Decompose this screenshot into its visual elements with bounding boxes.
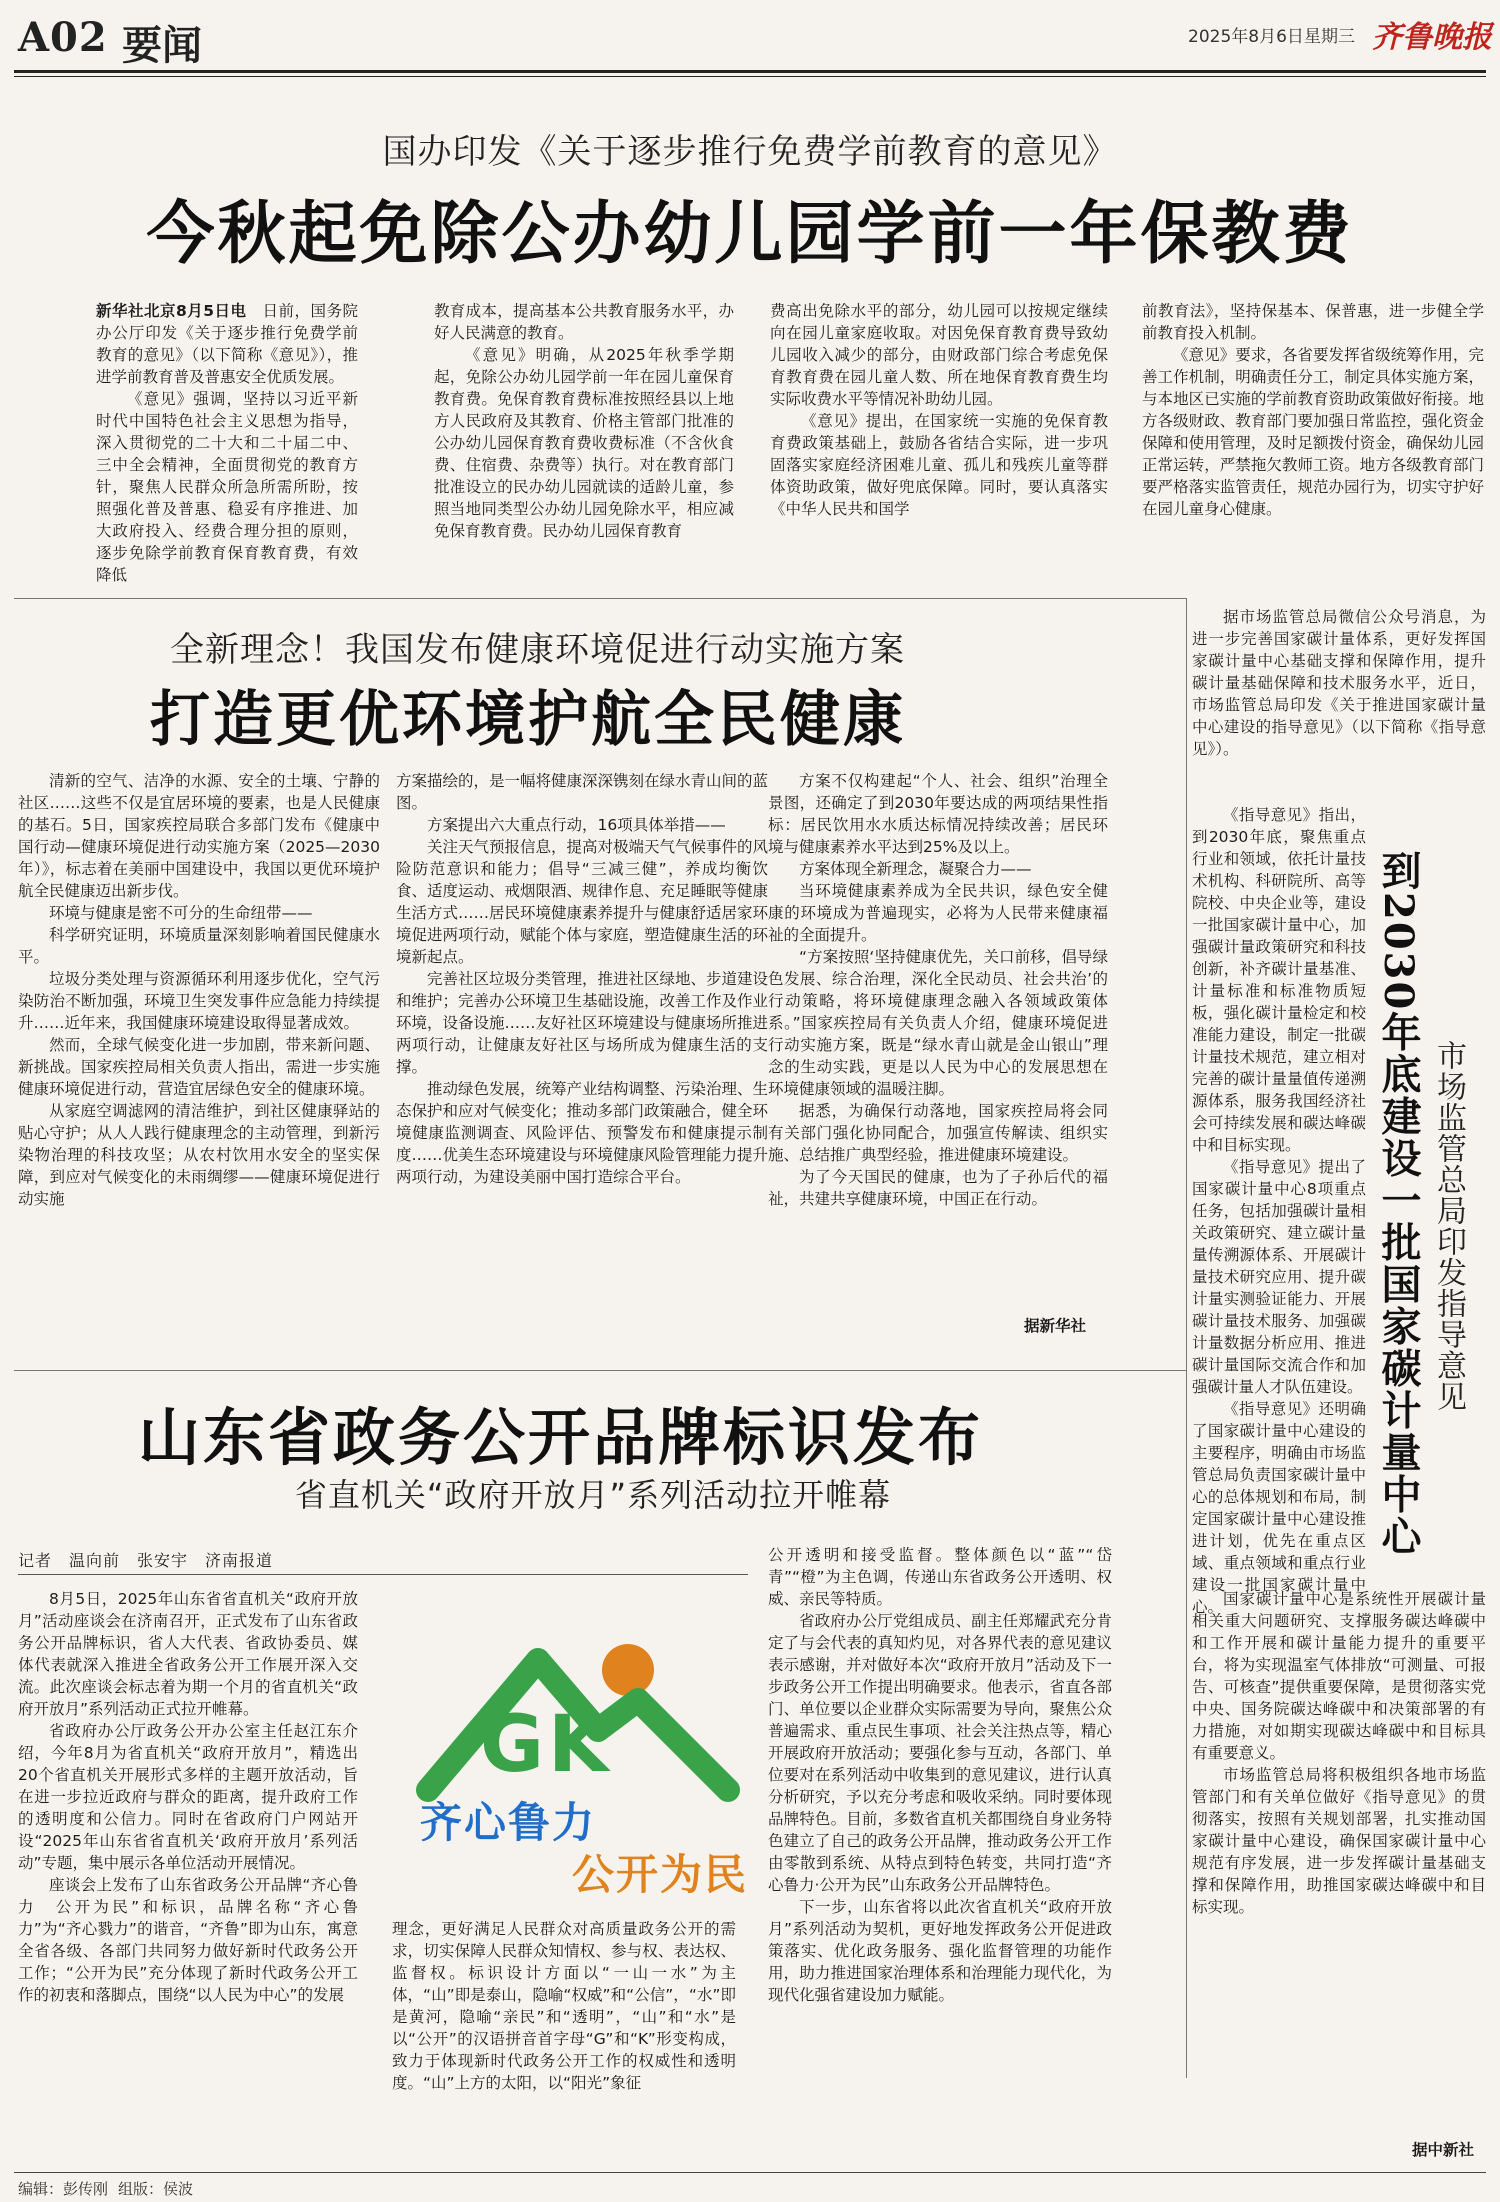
story1-col1-p1: 日前，国务院办公厅印发《关于逐步推行免费学前教育的意见》（以下简称《意见》），推进学前教育普及普惠安全优质发展。 (96, 302, 358, 386)
story2-column-2 (396, 770, 768, 1338)
page-number: A02 (18, 14, 108, 61)
story3-column-3 (768, 1544, 1112, 2154)
story1-column-1 (96, 300, 358, 584)
story4-vertical-headline: 到2030年底建设一批国家碳计量中心 (1375, 850, 1422, 1558)
sun-icon (602, 1644, 654, 1696)
story3-headline: 山东省政务公开品牌标识发布 (138, 1401, 984, 1474)
story4-intro-text: 据市场监管总局微信公众号消息，为进一步完善国家碳计量体系，更好发挥国家碳计量中心基础支撑和保障作用，提升碳计量基础保障和技术服务水平，近日，市场监管总局印发《关于推进国家碳计量中心建设的指导意见》（以下简称《指导意见》）。 (1192, 608, 1486, 758)
story1-col1-p2: 《意见》强调，坚持以习近平新时代中国特色社会主义思想为指导，深入贯彻党的二十大和二十届二中、三中全会精神，全面贯彻党的教育方针，聚焦人民群众所急所需所盼，按照强化普及普惠、稳妥有序推进、加大政府投入、经费合理分担的原则，逐步免除学前教育保育教育费，有效降低 (96, 390, 358, 584)
story2-col2-p4: 完善社区垃圾分类管理，推进社区绿地、步道建设和维护；完善办公环境卫生基础设施，改善工作及作业环境，设备设施……友好社区环境建设与健康场所推进两项行动，让健康友好社区与场所成为健康生活的支撑。 (396, 970, 769, 1076)
story2-col2-p2: 方案提出六大重点行动，16项具体举措—— (427, 816, 726, 834)
story2-column-1 (18, 770, 380, 1338)
story1-col2-p1: 教育成本，提高基本公共教育服务水平，办好人民满意的教育。 (434, 302, 734, 342)
story1-col2-p2: 《意见》明确，从2025年秋季学期起，免除公办幼儿园学前一年在园儿童保育教育费。免保育教育费标准按照经县以上地方人民政府及其教育、价格主管部门批准的公办幼儿园保育教育费收费标准（不含伙食费、住宿费、杂费等）执行。对在教育部门批准设立的民办幼儿园就读的适龄儿童，参照当地同类型公办幼儿园免除水平，相应减免保育教育费。民办幼儿园保育教育 (434, 346, 734, 540)
story2-col1-p2: 环境与健康是密不可分的生命纽带—— (49, 904, 313, 922)
story2-col2-p1: 方案描绘的，是一幅将健康深深镌刻在绿水青山间的蓝图。 (396, 772, 769, 812)
story2-col1-p4: 垃圾分类处理与资源循环利用逐步优化，空气污染防治不断加强，环境卫生突发事件应急能力持续提升……近年来，我国健康环境建设取得显著成效。 (18, 970, 380, 1032)
story3-col3-p1: 公开透明和接受监督。整体颜色以“蓝”“岱青”“橙”为主色调，传递山东省政务公开透明、权威、亲民等特质。 (768, 1546, 1112, 1608)
story1-col3-p1: 费高出免除水平的部分，幼儿园可以按规定继续向在园儿童家庭收取。对因免保育教育费导致幼儿园收入减少的部分，由财政部门综合考虑免保育教育费在园儿童人数、所在地保育教育费生均实际收费水平等情况补助幼儿园。 (770, 302, 1108, 408)
story4-para-b: 《指导意见》提出了国家碳计量中心8项重点任务，包括加强碳计量相关政策研究、建立碳计量量传溯源体系、开展碳计量技术研究应用、提升碳计量实测验证能力、开展碳计量技术服务、加强碳计量数据分析应用、推进碳计量国际交流合作和加强碳计量人才队伍建设。 (1192, 1158, 1366, 1396)
story1-column-3 (770, 300, 1108, 568)
story3-col2-p1: 理念，更好满足人民群众对高质量政务公开的需求，切实保障人民群众知情权、参与权、表达权、监督权。标识设计方面以“一山一水”为主体，“山”即是泰山，隐喻“权威”和“公信”，“水”即是黄河，隐喻“亲民”和“透明”，“山”和“水”是以“公开”的汉语拼音首字母“G”和“K”形变构成，致力于体现新时代政务公开工作的权威性和透明度。“山”上方的太阳，以“阳光”象征 (392, 1920, 736, 2092)
story4-bottom-column (1192, 1588, 1486, 2128)
story1-col4-p1: 前教育法》，坚持保基本、保普惠，进一步健全学前教育投入机制。 (1142, 302, 1484, 342)
story1-column-4 (1142, 300, 1484, 568)
story2-col1-p6: 从家庭空调滤网的清洁维护，到社区健康驿站的贴心守护；从人人践行健康理念的主动管理，到新污染物治理的科技攻坚；从农村饮用水安全的坚实保障，到应对气候变化的未雨绸缪——健康环境促进行动实施 (18, 1102, 380, 1208)
story4-para-e: 市场监管总局将积极组织各地市场监管部门和有关单位做好《指导意见》的贯彻落实，按照有关规划部署，扎实推动国家碳计量中心建设，确保国家碳计量中心规范有序发展，进一步发挥碳计量基础支撑和保障作用，助推国家碳达峰碳中和目标实现。 (1192, 1766, 1486, 1916)
story4-para-d: 国家碳计量中心是系统性开展碳计量相关重大问题研究、支撑服务碳达峰碳中和工作开展和碳计量能力提升的重要平台，将为实现温室气体排放“可测量、可报告、可核查”提供重要保障，是贯彻落实党中央、国务院碳达峰碳中和决策部署的有力措施，对如期实现碳达峰碳中和目标具有重要意义。 (1192, 1590, 1486, 1762)
story1-column-2 (434, 300, 734, 568)
story2-kicker: 全新理念！我国发布健康环境促进行动实施方案 (170, 630, 905, 670)
logo-gk-letters: GK (480, 1700, 613, 1790)
story3-col1-p1: 8月5日，2025年山东省省直机关“政府开放月”活动座谈会在济南召开，正式发布了山东省政务公开品牌标识，省人大代表、省政协委员、媒体代表就深入推进全省政务公开工作展开深入交流。此次座谈会标志着为期一个月的省直机关“政府开放月”系列活动正式拉开帷幕。 (18, 1590, 358, 1718)
logo-slogan-line-2: 公开为民 (572, 1850, 749, 1899)
story3-column-1 (18, 1588, 358, 2154)
story2-headline: 打造更优环境护航全民健康 (150, 685, 906, 755)
story2-col2-p3: 关注天气预报信息，提高对极端天气气候事件的风险防范意识和能力；倡导“三减三健”，养成均衡饮食、适度运动、戒烟限酒、规律作息、充足睡眠等健康生活方式……居民环境健康素养提升与健康舒适居家环境促进两项行动，赋能个体与家庭，塑造健康生活的环境新起点。 (396, 838, 769, 966)
story2-col3-p3: 当环境健康素养成为全民共识，绿色安全健康的环境成为普遍现实，必将为人民带来健康福祉的全面提升。 (768, 882, 1108, 944)
masthead-rule-thin (14, 76, 1486, 77)
story2-column-3 (768, 770, 1108, 1338)
story2-col3-p6: 为了今天国民的健康，也为了子孙后代的福祉，共建共享健康环境，中国正在行动。 (768, 1168, 1108, 1208)
story1-dateline: 新华社北京8月5日电 (96, 302, 247, 320)
story3-subhead: 省直机关“政府开放月”系列活动拉开帷幕 (294, 1476, 892, 1514)
story3-byline: 记者 温向前 张安宇 济南报道 (18, 1551, 274, 1570)
story1-kicker: 国办印发《关于逐步推行免费学前教育的意见》 (382, 132, 1118, 172)
footer-rule (14, 2172, 1486, 2173)
story3-col3-p2: 省政府办公厅党组成员、副主任郑耀武充分肯定了与会代表的真知灼见，对各界代表的意见建议表示感谢，并对做好本次“政府开放月”活动及下一步政务公开工作提出明确要求。他表示，省直各部门、单位要以企业群众实际需要为导向，聚焦公众普遍需求、重点民生事项、社会关注热点等，精心开展政府开放活动；要强化参与互动，各部门、单位要对在系列活动中收集到的意见建议，进行认真分析研究，予以充分考虑和吸收采纳。同时要体现品牌特色。目前，多数省直机关都围绕自身业务特色建立了自己的政务公开品牌，推动政务公开工作由零散到系统、从特点到特色转变，共同打造“齐心鲁力·公开为民”山东政务公开品牌特色。 (768, 1612, 1112, 1894)
story1-headline: 今秋起免除公办幼儿园学前一年保教费 (146, 194, 1354, 274)
story3-column-2 (392, 1918, 736, 2154)
story4-para-a: 《指导意见》指出，到2030年底，聚焦重点行业和领域，依托计量技术机构、科研院所、高等院校、中央企业等，建设一批国家碳计量中心，加强碳计量政策研究和科技创新，补齐碳计量基准、计量标准和标准物质短板，强化碳计量检定和校准能力建设，制定一批碳计量技术规范，建立相对完善的碳计量量值传递溯源体系，服务我国经济社会可持续发展和碳达峰碳中和目标实现。 (1192, 806, 1366, 1154)
story2-col2-p5: 推动绿色发展，统筹产业结构调整、污染治理、生态保护和应对气候变化；推动多部门政策融合，健全环境健康监测调查、风险评估、预警发布和健康提示制度……优美生态环境建设与环境健康风险管理能力提升两项行动，为建设美丽中国打造综合平台。 (396, 1080, 769, 1186)
footer-layout: 组版：侯波 (118, 2180, 194, 2198)
story-divider (14, 598, 1186, 599)
story4-credit: 据中新社 (1412, 2141, 1475, 2159)
issue-date: 2025年8月6日 (1188, 27, 1304, 47)
story4-para-c: 《指导意见》还明确了国家碳计量中心建设的主要程序，明确由市场监管总局负责国家碳计量中心的总体规划和布局，制定国家碳计量中心建设推进计划，优先在重点区域、重点领域和重点行业建设一批国家碳计量中心。 (1192, 1400, 1366, 1616)
logo-slogan-line-1: 齐心鲁力 (420, 1798, 597, 1847)
story4-vertical-subhead: 市场监管总局印发指导意见 (1431, 1040, 1466, 1412)
story3-col1-p2: 省政府办公厅政务公开办公室主任赵江东介绍，今年8月为省直机关“政府开放月”，精选出20个省直机关开展形式多样的主题开放活动，旨在进一步拉近政府与群众的距离，提升政府工作的透明度和公信力。同时在省政府门户网站开设“2025年山东省省直机关‘政府开放月’系列活动”专题，集中展示各单位活动开展情况。 (18, 1722, 358, 1872)
story2-col3-p4: “方案按照‘坚持健康优先，关口前移，倡导绿色发展、综合治理，深化全民动员、社会共治’的行动策略，将环境健康理念融入各领域政策体系。”国家疾控局有关负责人介绍，健康环境促进行动实施方案，既是“绿水青山就是金山银山”理念的生动实践，更是以人民为中心的发展思想在环境健康领域的温暖注脚。 (768, 948, 1108, 1098)
story2-credit: 据新华社 (1024, 1317, 1087, 1335)
story1-col4-p2: 《意见》要求，各省要发挥省级统筹作用，完善工作机制，明确责任分工，制定具体实施方案，与本地区已实施的学前教育资助政策做好衔接。地方各级财政、教育部门要加强日常监控，强化资金保障和使用管理，及时足额拨付资金，确保幼儿园正常运转，严禁拖欠教师工资。地方各级教育部门要严格落实监管责任，规范办园行为，切实守护好在园儿童身心健康。 (1142, 346, 1484, 518)
story4-intro (1192, 606, 1486, 802)
footer-editor: 编辑：彭传刚 (18, 2180, 109, 2198)
story2-col3-p1: 方案不仅构建起“个人、社会、组织”治理全景图，还确定了到2030年要达成的两项结果性指标：居民饮用水水质达标情况持续改善；居民环境与健康素养水平达到25%及以上。 (768, 772, 1108, 856)
story3-col3-p3: 下一步，山东省将以此次省直机关“政府开放月”系列活动为契机，更好地发挥政务公开促进政策落实、优化政务服务、强化监督管理的功能作用，助力推进国家治理体系和治理能力现代化，为现代化强省建设加力赋能。 (768, 1898, 1112, 2004)
story2-col1-p1: 清新的空气、洁净的水源、安全的土壤、宁静的社区……这些不仅是宜居环境的要素，也是人民健康的基石。5日，国家疾控局联合多部门发布《健康中国行动—健康环境促进行动实施方案（2025—2030年）》，标志着在美丽中国建设中，我国以更优环境护航全民健康迈出新步伐。 (18, 772, 380, 900)
column-divider-vertical (1186, 598, 1187, 2078)
section-name: 要闻 (122, 22, 202, 69)
story2-col1-p5: 然而，全球气候变化进一步加剧，带来新问题、新挑战。国家疾控局相关负责人指出，需进一步实施健康环境促进行动，营造宜居绿色安全的健康环境。 (18, 1036, 380, 1098)
story1-col3-p2: 《意见》提出，在国家统一实施的免保育教育费政策基础上，鼓励各省结合实际，进一步巩固落实家庭经济困难儿童、孤儿和残疾儿童等群体资助政策，做好兜底保障。同时，要认真落实《中华人民共和国学 (770, 412, 1108, 518)
newspaper-logo: 齐鲁晚报 (1372, 20, 1492, 55)
issue-weekday: 星期三 (1304, 27, 1355, 47)
story4-narrow-column (1192, 804, 1366, 1616)
story3-col1-p3: 座谈会上发布了山东省政务公开品牌“齐心鲁力 公开为民”和标识，品牌名称“齐心鲁力”为“齐心戮力”的谐音，“齐鲁”即为山东，寓意全省各级、各部门共同努力做好新时代政务公开工作；“公开为民”充分体现了新时代政务公开工作的初衷和落脚点，围绕“以人民为中心”的发展 (18, 1876, 358, 2004)
byline-rule (18, 1574, 748, 1575)
story3-divider (14, 1370, 1186, 1371)
masthead-rule (14, 70, 1486, 73)
story2-col3-p2: 方案体现全新理念，凝聚合力—— (799, 860, 1032, 878)
story2-col1-p3: 科学研究证明，环境质量深刻影响着国民健康水平。 (18, 926, 380, 966)
story2-col3-p5: 据悉，为确保行动落地，国家疾控局将会同有关部门强化协同配合，加强宣传解读、组织实施、总结推广典型经验，推进健康环境建设。 (768, 1102, 1108, 1164)
